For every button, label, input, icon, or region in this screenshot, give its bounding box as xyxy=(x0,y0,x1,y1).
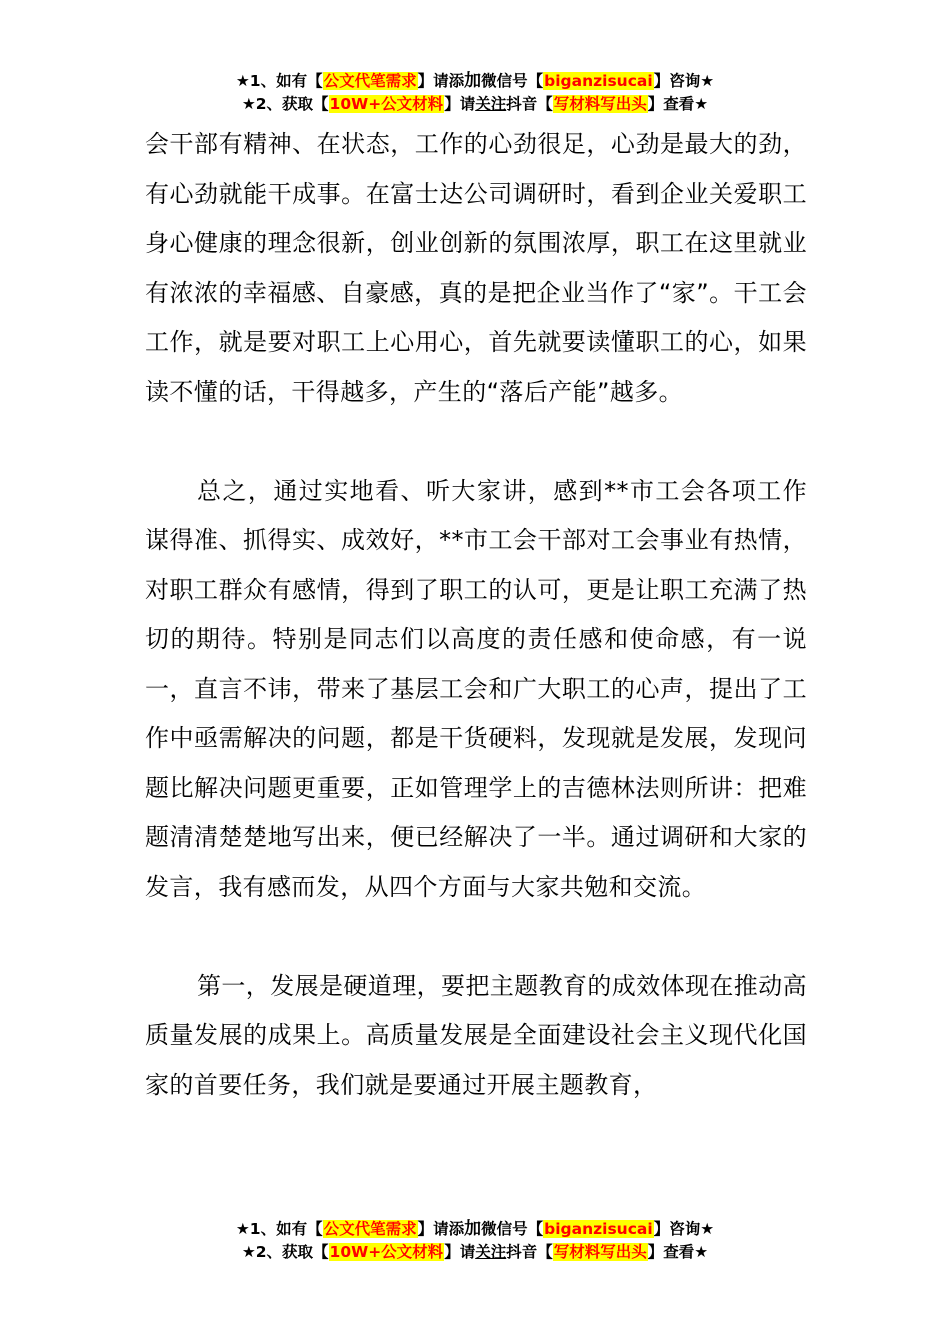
promo-line-2: ★2、获取【10W+公文材料】请关注抖音【写材料写出头】查看★ xyxy=(241,95,709,113)
highlight-wechat-id: biganzisucai xyxy=(544,1220,653,1238)
highlight-douyin-id: 写材料写出头 xyxy=(553,1243,647,1261)
highlight-materials: 10W+公文材料 xyxy=(329,1243,444,1261)
highlight-douyin-id: 写材料写出头 xyxy=(553,95,647,113)
promo-line-1: ★1、如有【公文代笔需求】请添加微信号【biganzisucai】咨询★ xyxy=(235,71,715,91)
document-body xyxy=(145,120,807,1110)
paragraph-summary: 总之，通过实地看、听大家讲，感到**市工会各项工作谋得准、抓得实、成效好，**市工会干部对工会事业有热情，对职工群众有感情，得到了职工的认可，更是让职工充满了热切的期待。特别是同志们以高度的责任感和使命感，有一说一，直言不讳，带来了基层工会和广大职工的心声，提出了工作中亟需解决的问题，都是干货硬料，发现就是发展，发现问题比解决问题更重要，正如管理学上的吉德林法则所讲：把难题清清楚楚地写出来，便已经解决了一半。通过调研和大家的发言，我有感而发，从四个方面与大家共勉和交流。 xyxy=(145,476,807,901)
highlight-service: 公文代笔需求 xyxy=(323,1220,417,1238)
promo-line-2: ★2、获取【10W+公文材料】请关注抖音【写材料写出头】查看★ xyxy=(241,1243,709,1261)
paragraph-continued: 会干部有精神、在状态，工作的心劲很足，心劲是最大的劲，有心劲就能干成事。在富士达公司调研时，看到企业关爱职工身心健康的理念很新，创业创新的氛围浓厚，职工在这里就业有浓浓的幸福感、自豪感，真的是把企业当作了“家”。干工会工作，就是要对职工上心用心，首先就要读懂职工的心，如果读不懂的话，干得越多，产生的“落后产能”越多。 xyxy=(145,130,807,406)
promo-banner-top xyxy=(0,70,950,116)
highlight-service: 公文代笔需求 xyxy=(323,72,417,90)
paragraph-first-point: 第一，发展是硬道理，要把主题教育的成效体现在推动高质量发展的成果上。高质量发展是全面建设社会主义现代化国家的首要任务，我们就是要通过开展主题教育， xyxy=(145,971,807,1099)
highlight-materials: 10W+公文材料 xyxy=(329,95,444,113)
promo-line-1: ★1、如有【公文代笔需求】请添加微信号【biganzisucai】咨询★ xyxy=(235,1219,715,1239)
promo-banner-bottom xyxy=(0,1218,950,1264)
highlight-wechat-id: biganzisucai xyxy=(544,72,653,90)
